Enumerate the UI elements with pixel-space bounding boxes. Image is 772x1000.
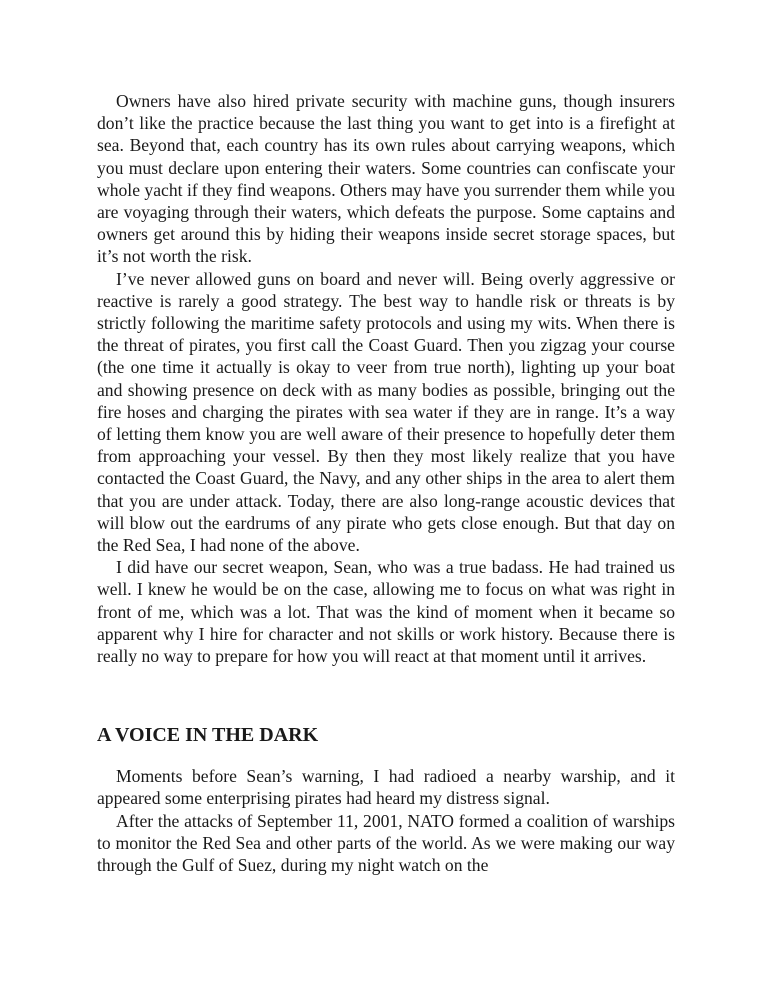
book-page bbox=[97, 90, 675, 876]
section-heading: A VOICE IN THE DARK bbox=[97, 724, 319, 747]
paragraph-radioed-warship: Moments before Sean’s warning, I had radioed a nearby warship, and it appeared some enterprising pirates had heard my distress signal. bbox=[97, 766, 675, 809]
paragraph-nato-coalition: After the attacks of September 11, 2001, NATO formed a coalition of warships to monitor the Red Sea and other parts of the world. As we were making our way through the Gulf of Suez, during my night watch on the bbox=[97, 810, 675, 876]
paragraph-secret-weapon: I did have our secret weapon, Sean, who was a true badass. He had trained us well. I knew he would be on the case, allowing me to focus on what was right in front of me, which was a lot. That was the kind of moment when it became so apparent why I hire for character and not skills or work history. Because there is really no way to prepare for how you will react at that moment until it arrives. bbox=[97, 557, 675, 667]
section-break bbox=[97, 667, 675, 723]
paragraph-private-security: Owners have also hired private security with machine guns, though insurers don’t like the practice because the last thing you want to get into is a firefight at sea. Beyond that, each country has its own rules about carrying weapons, which you must declare upon entering their waters. Some countries can confiscate your whole yacht if they find weapons. Others may have you surrender them while you are voyaging through their waters, which defeats the purpose. Some captains and owners get around this by hiding their weapons inside secret storage spaces, but it’s not worth the risk. bbox=[97, 91, 675, 267]
paragraph-no-guns: I’ve never allowed guns on board and never will. Being overly aggressive or reactive is rarely a good strategy. The best way to handle risk or threats is by strictly following the maritime safety protocols and using my wits. When there is the threat of pirates, you first call the Coast Guard. Then you zigzag your course (the one time it actually is okay to veer from true north), lighting up your boat and showing presence on deck with as many bodies as possible, bringing out the fire hoses and charging the pirates with sea water if they are in range. It’s a way of letting them know you are well aware of their presence to hopefully deter them from approaching your vessel. By then they most likely realize that you have contacted the Coast Guard, the Navy, and any other ships in the area to alert them that you are under attack. Today, there are also long-range acoustic devices that will blow out the eardrums of any pirate who gets close enough. But that day on the Red Sea, I had none of the above. bbox=[97, 268, 675, 556]
